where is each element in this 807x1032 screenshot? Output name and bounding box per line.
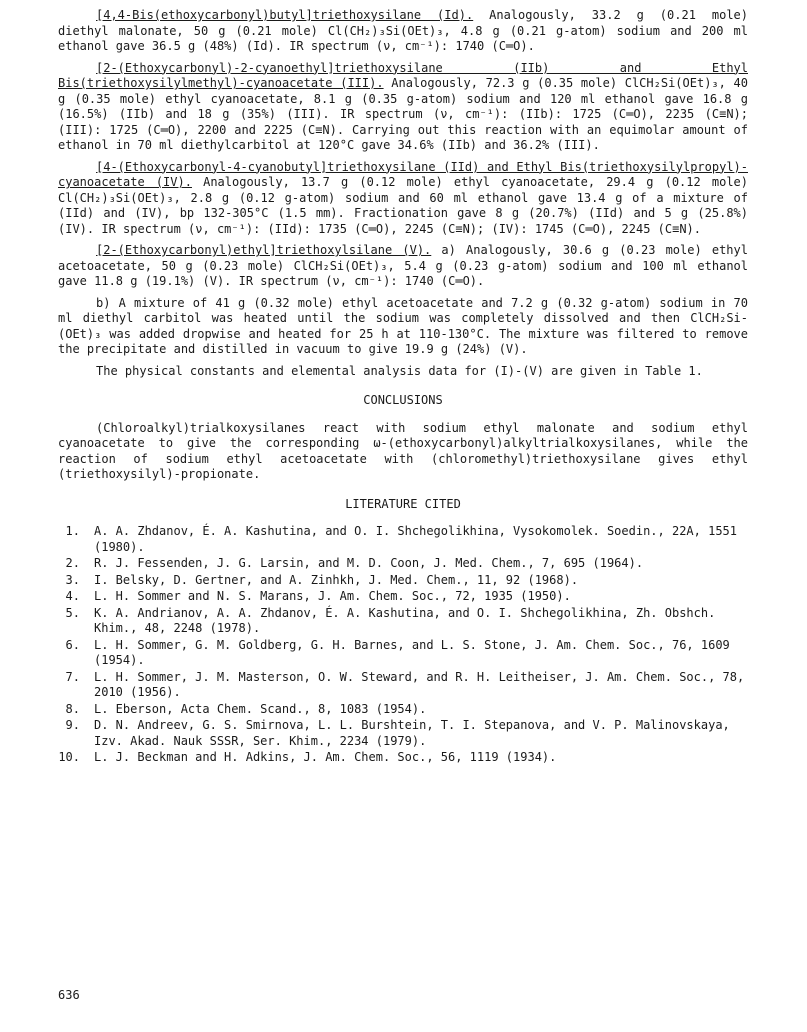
compound-title: [4,4-Bis(ethoxycarbonyl)butyl]triethoxysilane (Id). <box>96 8 474 22</box>
reference-number: 4. <box>65 589 80 603</box>
literature-heading: LITERATURE CITED <box>345 496 461 511</box>
reference-item <box>58 718 748 749</box>
paragraph-iid-iv <box>58 160 748 238</box>
reference-text: D. N. Andreev, G. S. Smirnova, L. L. Burshtein, T. I. Stepanova, and V. P. Malinovskaya, Izv. Akad. Nauk SSSR, Ser. Khim., 2234 (1979). <box>94 718 730 748</box>
page-body <box>58 8 748 767</box>
compound-title: [2-(Ethoxycarbonyl)ethyl]triethoxylsilane (V). <box>96 243 432 257</box>
reference-text: L. H. Sommer, G. M. Goldberg, G. H. Barnes, and L. S. Stone, J. Am. Chem. Soc., 76, 1609 (1954). <box>94 637 730 667</box>
paragraph-text: Analogously, 33.2 g (0.21 mole) diethyl malonate, 50 g (0.21 mole) Cl(CH₂)₃Si(OEt)₃, 4.8 g (0.21 g-atom) sodium and 200 ml ethanol gave 36.5 g (48%) (Id). IR spectrum (ν, cm⁻¹): 1740 (C═O). <box>58 8 748 53</box>
reference-number: 5. <box>65 605 80 620</box>
reference-number: 2. <box>65 556 80 570</box>
reference-number: 3. <box>65 572 80 587</box>
compound-title: [4-(Ethoxycarbonyl-4-cyanobutyl]triethoxysilane (IId) and Ethyl Bis(triethoxysilylpropyl)-cyanoacetate (IV). <box>58 159 748 189</box>
reference-item <box>58 556 748 572</box>
reference-list <box>58 524 748 766</box>
reference-number: 8. <box>65 701 80 716</box>
reference-text: R. J. Fessenden, J. G. Larsin, and M. D. Coon, J. Med. Chem., 7, 695 (1964). <box>94 556 644 570</box>
conclusions-text: (Chloroalkyl)trialkoxysilanes react with sodium ethyl malonate and sodium ethyl cyanoacetate to give the corresponding ω-(ethoxycarbonyl)alkyltrialkoxysilanes, while the reaction of sodium ethyl acetoacetate with (chloromethyl)triethoxysilane gives ethyl (triethoxysilyl)-propionate. <box>58 420 748 481</box>
paragraph-text: Analogously, 72.3 g (0.35 mole) ClCH₂Si(OEt)₃, 40 g (0.35 mole) ethyl cyanoacetate, 8.1 g (0.35 g-atom) sodium and 120 ml ethanol gave 16.8 g (16.5%) (IIb) and 18 g (35%) (III). IR spectrum (ν, cm⁻¹): (IIb): 1725 (C═O), 2235 (C≡N); (III): 1725 (C═O), 2200 and 2225 (C≡N). Carrying out this reaction with an equimolar amount of ethanol in 70 ml diethylcarbitol at 120°C gave 34.6% (IIb) and 36.2% (III). <box>58 76 749 152</box>
reference-text: I. Belsky, D. Gertner, and A. Zinhkh, J. Med. Chem., 11, 92 (1968). <box>94 572 579 587</box>
conclusions-heading: CONCLUSIONS <box>363 393 443 407</box>
reference-text: L. Eberson, Acta Chem. Scand., 8, 1083 (1954). <box>94 701 427 716</box>
reference-item <box>58 524 748 555</box>
reference-text: L. J. Beckman and H. Adkins, J. Am. Chem. Soc., 56, 1119 (1934). <box>94 750 557 764</box>
reference-number: 1. <box>65 524 80 538</box>
reference-text: A. A. Zhdanov, É. A. Kashutina, and O. I. Shchegolikhina, Vysokomolek. Soedin., 22A, 1551 (1980). <box>94 524 737 554</box>
compound-title: [2-(Ethoxycarbonyl)-2-cyanoethyl]triethoxysilane (IIb) and Ethyl Bis(triethoxysilylmethyl)-cyanoacetate (III). <box>58 60 748 90</box>
reference-item <box>58 702 748 718</box>
paragraph-text: Analogously, 13.7 g (0.12 mole) ethyl cyanoacetate, 29.4 g (0.12 mole) Cl(CH₂)₃Si(OEt)₃, 2.8 g (0.12 g-atom) sodium and 60 ml ethanol gave 13.4 g of a mixture of (IId) and (IV), bp 132-305°C (1.5 mm). Fractionation gave 8 g (20.7%) (IId) and 5 g (25.8%) (IV). IR spectrum (ν, cm⁻¹): (IId): 1735 (C═O), 2245 (C≡N); (IV): 1745 (C═O), 2245 (C≡N). <box>58 175 748 236</box>
reference-item <box>58 670 748 701</box>
paragraph-constants: The physical constants and elemental analysis data for (I)-(V) are given in Table 1. <box>96 363 703 378</box>
reference-item <box>58 750 748 766</box>
paragraph-text: a) Analogously, 30.6 g (0.23 mole) ethyl acetoacetate, 50 g (0.23 mole) ClCH₂Si(OEt)₃, 5.4 g (0.23 g-atom) sodium and 100 ml ethanol gave 11.8 g (19.1%) (V). IR spectrum (ν, cm⁻¹): 1740 (C═O). <box>58 243 748 288</box>
page-number: 636 <box>58 988 80 1002</box>
reference-item <box>58 573 748 589</box>
reference-item <box>58 638 748 669</box>
paragraph-v <box>58 243 748 290</box>
reference-item <box>58 606 748 637</box>
reference-text: K. A. Andrianov, A. A. Zhdanov, É. A. Kashutina, and O. I. Shchegolikhina, Zh. Obshch. Khim., 48, 2248 (1978). <box>94 605 716 635</box>
reference-text: L. H. Sommer and N. S. Marans, J. Am. Chem. Soc., 72, 1935 (1950). <box>94 589 571 603</box>
reference-number: 9. <box>65 718 80 732</box>
paragraph-id <box>58 8 748 55</box>
reference-number: 10. <box>58 750 80 764</box>
reference-item <box>58 589 748 605</box>
reference-number: 6. <box>65 637 80 652</box>
reference-number: 7. <box>65 669 80 684</box>
paragraph-iib-iii <box>58 61 748 154</box>
paragraph-b: b) A mixture of 41 g (0.32 mole) ethyl acetoacetate and 7.2 g (0.32 g-atom) sodium in 70 ml diethyl carbitol was heated until the sodium was completely dissolved and then ClCH₂Si-(OEt)₃ was added dropwise and heated for 25 h at 110-130°C. The mixture was filtered to remove the precipitate and distilled in vacuum to give 19.9 g (24%) (V). <box>58 295 748 356</box>
reference-text: L. H. Sommer, J. M. Masterson, O. W. Steward, and R. H. Leitheiser, J. Am. Chem. Soc., 78, 2010 (1956). <box>94 669 745 699</box>
